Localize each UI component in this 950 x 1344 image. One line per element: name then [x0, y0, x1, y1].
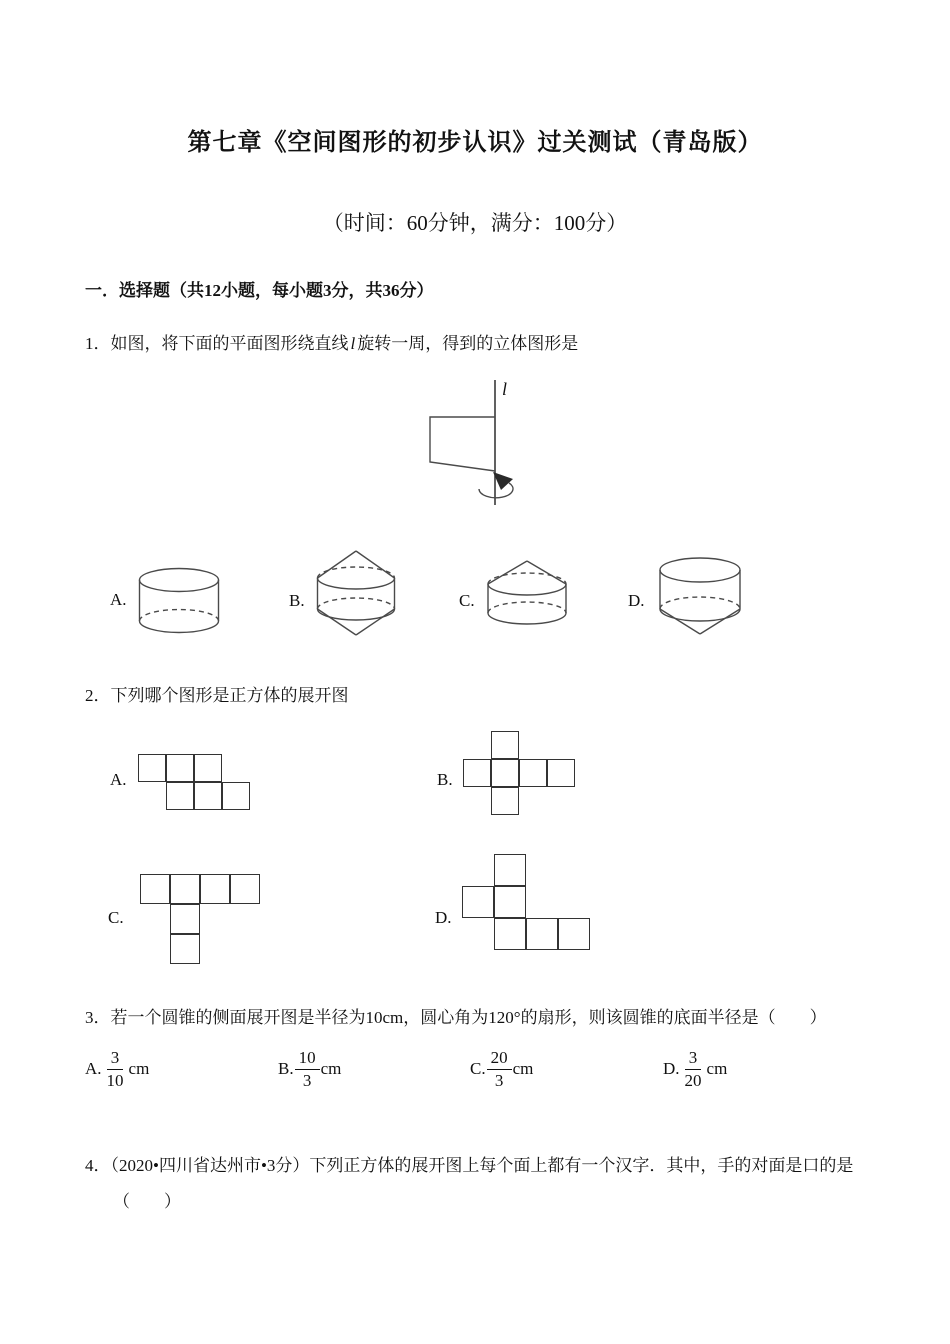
net-square [170, 874, 200, 904]
net-square [222, 782, 250, 810]
rotation-arrow-arc [479, 483, 513, 498]
question-3-text: 3．若一个圆锥的侧面展开图是半径为10cm，圆心角为120°的扇形，则该圆锥的底面半径是（ ） [85, 1008, 827, 1027]
question-2-text: 2．下列哪个图形是正方体的展开图 [85, 686, 349, 705]
unit-label: cm [320, 1059, 342, 1079]
net-square [194, 754, 222, 782]
net-square [547, 759, 575, 787]
axis-label: l [502, 379, 508, 399]
net-square [491, 731, 519, 759]
net-square [166, 782, 194, 810]
fraction-numerator: 20 [487, 1048, 512, 1070]
net-square [494, 886, 526, 918]
net-square [230, 874, 260, 904]
fraction [487, 1048, 512, 1090]
fraction-denominator: 3 [494, 1070, 504, 1090]
net-square [463, 759, 491, 787]
q1-option-d-label: D. [628, 591, 645, 610]
rotation-figure [415, 372, 540, 512]
q3-option-c-label: C. [470, 1059, 486, 1079]
net-square [462, 886, 494, 918]
fraction-numerator: 3 [107, 1048, 124, 1070]
fraction-numerator: 10 [295, 1048, 320, 1070]
cone-top-cylinder-figure [486, 557, 568, 635]
page-title: 第七章《空间图形的初步认识》过关测试（青岛版） [187, 130, 763, 156]
q2-option-b-label: B. [437, 770, 453, 789]
q3-option-b [278, 1048, 341, 1090]
q1-line-symbol: l [350, 334, 356, 353]
net-square [140, 874, 170, 904]
net-square [138, 754, 166, 782]
unit-label: cm [128, 1059, 150, 1079]
q3-option-b-label: B. [278, 1059, 294, 1079]
plane-shape-trapezoid [430, 417, 495, 471]
q3-option-d [663, 1048, 727, 1090]
fraction-denominator: 20 [684, 1070, 702, 1090]
q1-text-after: 旋转一周，得到的立体图形是 [357, 334, 579, 353]
unit-label: cm [706, 1059, 728, 1079]
unit-label: cm [512, 1059, 534, 1079]
section-1-heading: 一．选择题（共12小题，每小题3分，共36分） [85, 281, 434, 300]
question-4-text: 4．（2020•四川省达州市•3分）下列正方体的展开图上每个面上都有一个汉字．其中，手的对面是口的是 [85, 1156, 854, 1175]
q1-option-c-label: C. [459, 591, 475, 610]
fraction-denominator: 10 [106, 1070, 124, 1090]
net-square [170, 934, 200, 964]
net-square [194, 782, 222, 810]
net-square [519, 759, 547, 787]
net-square [491, 759, 519, 787]
fraction [295, 1048, 320, 1090]
q2-option-a-label: A. [110, 770, 127, 789]
net-square [491, 787, 519, 815]
q1-option-a-label: A. [110, 590, 127, 609]
fraction-numerator: 3 [685, 1048, 702, 1070]
net-square [494, 854, 526, 886]
fraction [103, 1048, 128, 1090]
q1-option-b-label: B. [289, 591, 305, 610]
question-1-text [85, 329, 578, 354]
q3-option-d-label: D. [663, 1059, 680, 1079]
test-info-subtitle: （时间：60分钟，满分：100分） [322, 211, 628, 235]
cone-bottom-cylinder-figure [658, 556, 742, 636]
q3-option-a-label: A. [85, 1059, 102, 1079]
q2-option-c-label: C. [108, 908, 124, 927]
net-square [170, 904, 200, 934]
q3-option-c [470, 1048, 533, 1090]
q2-option-d-label: D. [435, 908, 452, 927]
cylinder-figure [138, 567, 220, 635]
q1-text-before: 1．如图，将下面的平面图形绕直线 [85, 334, 349, 353]
fraction-denominator: 3 [302, 1070, 312, 1090]
rotation-arrowhead [493, 472, 513, 490]
net-square [494, 918, 526, 950]
net-square [166, 754, 194, 782]
q4-answer-blank: （ ） [113, 1192, 181, 1211]
bicone-cylinder-figure [316, 549, 396, 637]
net-square [526, 918, 558, 950]
net-square [200, 874, 230, 904]
fraction [681, 1048, 706, 1090]
q3-option-a [85, 1048, 149, 1090]
net-square [558, 918, 590, 950]
